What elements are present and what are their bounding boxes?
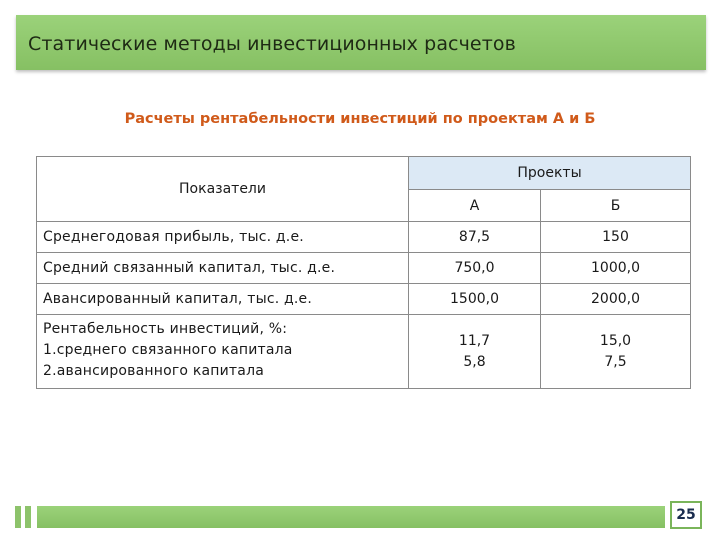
value-project-a: 1500,0	[409, 284, 541, 315]
slide-title-bar	[16, 15, 706, 70]
page-number: 25	[670, 501, 702, 529]
row-label-line: 2.авансированного капитала	[43, 363, 264, 379]
header-project-b: Б	[541, 190, 691, 222]
slide-title: Статические методы инвестиционных расчетов	[28, 33, 516, 55]
footer-stripe	[25, 506, 31, 528]
row-label: Среднегодовая прибыль, тыс. д.е.	[37, 222, 409, 253]
value-line: 7,5	[604, 353, 627, 370]
value-line: 5,8	[463, 353, 486, 370]
value-line: 15,0	[599, 332, 632, 349]
value-project-b: 1000,0	[541, 253, 691, 284]
value-project-b: 2000,0	[541, 284, 691, 315]
row-label-line: Рентабельность инвестиций, %:	[43, 321, 288, 337]
header-projects: Проекты	[409, 157, 691, 190]
row-label	[37, 315, 409, 389]
value-project-b	[541, 315, 691, 389]
value-project-a	[409, 315, 541, 389]
footer-bar	[15, 506, 665, 528]
header-indicators: Показатели	[37, 157, 409, 222]
table-caption: Расчеты рентабельности инвестиций по проектам А и Б	[124, 111, 596, 127]
row-label-line: 1.среднего связанного капитала	[43, 342, 293, 358]
row-label: Средний связанный капитал, тыс. д.е.	[37, 253, 409, 284]
footer-stripe	[15, 506, 21, 528]
table-row	[37, 315, 691, 389]
header-project-a: А	[409, 190, 541, 222]
table-row	[37, 253, 691, 284]
value-project-a: 750,0	[409, 253, 541, 284]
value-project-a: 87,5	[409, 222, 541, 253]
profitability-table	[36, 156, 691, 389]
value-project-b: 150	[541, 222, 691, 253]
table-row	[37, 284, 691, 315]
value-line: 11,7	[458, 332, 491, 349]
footer-band	[37, 506, 665, 528]
table-row	[37, 222, 691, 253]
row-label: Авансированный капитал, тыс. д.е.	[37, 284, 409, 315]
